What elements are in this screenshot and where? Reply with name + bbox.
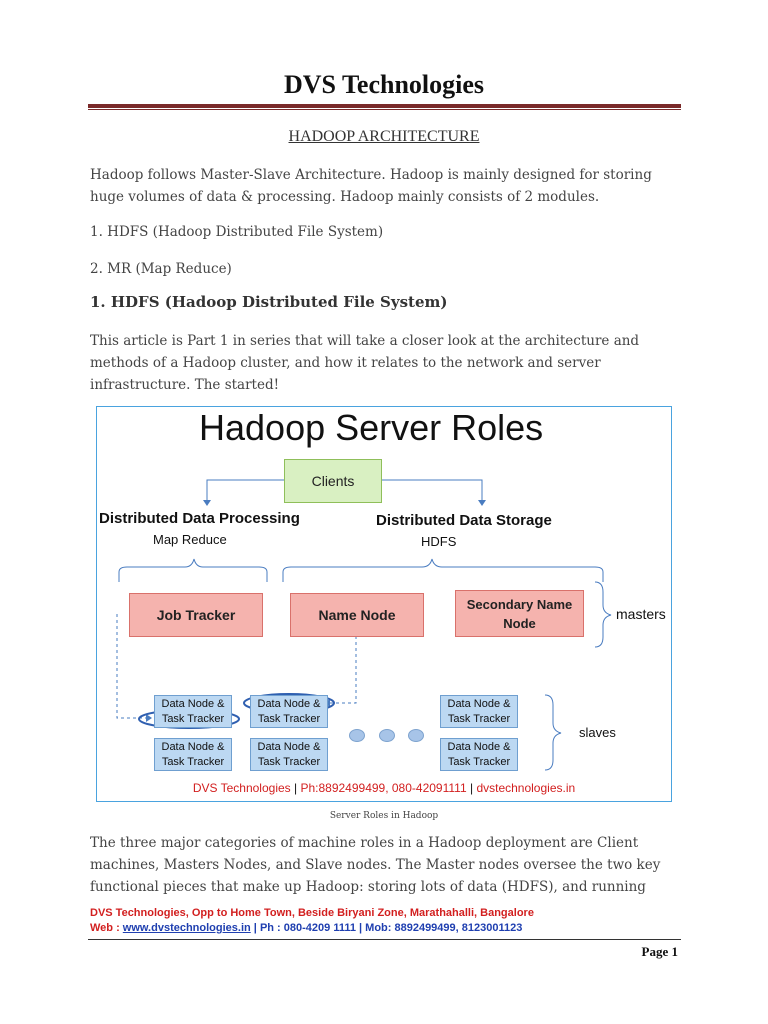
ellipsis-dot-3	[408, 729, 424, 742]
processing-brace	[119, 559, 267, 582]
figure-caption: Server Roles in Hadoop	[329, 811, 439, 821]
name-node-dashed-link	[329, 636, 356, 703]
data-node-4: Data Node & Task Tracker	[154, 738, 232, 771]
figure-footer-sep-1: |	[294, 781, 298, 795]
data-node-6: Data Node & Task Tracker	[440, 738, 518, 771]
footer-web-link[interactable]: www.dvstechnologies.in	[122, 922, 251, 934]
list-item-hdfs: 1. HDFS (Hadoop Distributed File System)	[90, 224, 384, 240]
clients-to-storage-arrow	[380, 480, 482, 501]
figure-footer	[97, 781, 671, 795]
footer-contact	[90, 922, 522, 934]
processing-label: Distributed Data Processing	[99, 510, 300, 527]
body-paragraph: The three major categories of machine roles in a Hadoop deployment are Client machines, Masters Nodes, and Slave nodes. The Master nodes oversee the two key functional pieces that make up Hadoop: storing lots of data (HDFS), and running	[90, 835, 661, 895]
slaves-label: slaves	[579, 725, 616, 740]
footer-web-label: Web :	[90, 922, 123, 934]
masters-label: masters	[616, 606, 666, 622]
slaves-brace	[545, 695, 561, 770]
data-node-5: Data Node & Task Tracker	[250, 738, 328, 771]
list-item-mr: 2. MR (Map Reduce)	[90, 261, 232, 277]
section-heading: HADOOP ARCHITECTURE	[288, 128, 480, 145]
footer-rule	[88, 939, 681, 940]
processing-sublabel: Map Reduce	[153, 532, 227, 547]
storage-label: Distributed Data Storage	[376, 512, 552, 529]
job-tracker-box: Job Tracker	[129, 593, 263, 637]
footer-address: DVS Technologies, Opp to Home Town, Beside Biryani Zone, Marathahalli, Bangalore	[90, 907, 534, 919]
clients-to-processing-arrowhead	[203, 500, 211, 506]
ellipsis-dot-2	[379, 729, 395, 742]
data-node-2: Data Node & Task Tracker	[250, 695, 328, 728]
page-header-title: DVS Technologies	[283, 70, 485, 99]
hdfs-subheading: 1. HDFS (Hadoop Distributed File System)	[90, 293, 448, 311]
name-node-box: Name Node	[290, 593, 424, 637]
data-node-1: Data Node & Task Tracker	[154, 695, 232, 728]
header-rule-thick	[88, 104, 681, 108]
clients-to-storage-arrowhead	[478, 500, 486, 506]
page-number: Page 1	[641, 944, 678, 959]
clients-to-processing-arrow	[207, 480, 284, 501]
hadoop-server-roles-figure	[96, 406, 672, 802]
header-rule-thin	[88, 109, 681, 110]
figure-footer-site: dvstechnologies.in	[476, 781, 576, 795]
storage-sublabel: HDFS	[421, 534, 457, 549]
job-tracker-link-arrowhead	[146, 714, 152, 722]
footer-phone-numbers: | Ph : 080-4209 1111 | Mob: 8892499499, 8123001123	[250, 922, 523, 934]
figure-footer-company: DVS Technologies	[192, 781, 291, 795]
clients-box: Clients	[284, 459, 382, 503]
figure-footer-sep-2: |	[469, 781, 474, 795]
article-paragraph: This article is Part 1 in series that will take a closer look at the architecture and methods of a Hadoop cluster, and how it relates to the network and server infrastructure. The started!	[90, 333, 640, 393]
secondary-name-node-box: Secondary Name Node	[455, 590, 584, 637]
data-node-3: Data Node & Task Tracker	[440, 695, 518, 728]
storage-brace	[283, 559, 603, 582]
figure-footer-phone: Ph:8892499499, 080-42091111	[300, 781, 467, 795]
ellipsis-dot-1	[349, 729, 365, 742]
intro-paragraph: Hadoop follows Master-Slave Architecture. Hadoop is mainly designed for storing huge volumes of data & processing. Hadoop mainly consists of 2 modules.	[90, 167, 652, 205]
figure-title: Hadoop Server Roles	[199, 407, 544, 448]
masters-brace	[595, 582, 611, 647]
